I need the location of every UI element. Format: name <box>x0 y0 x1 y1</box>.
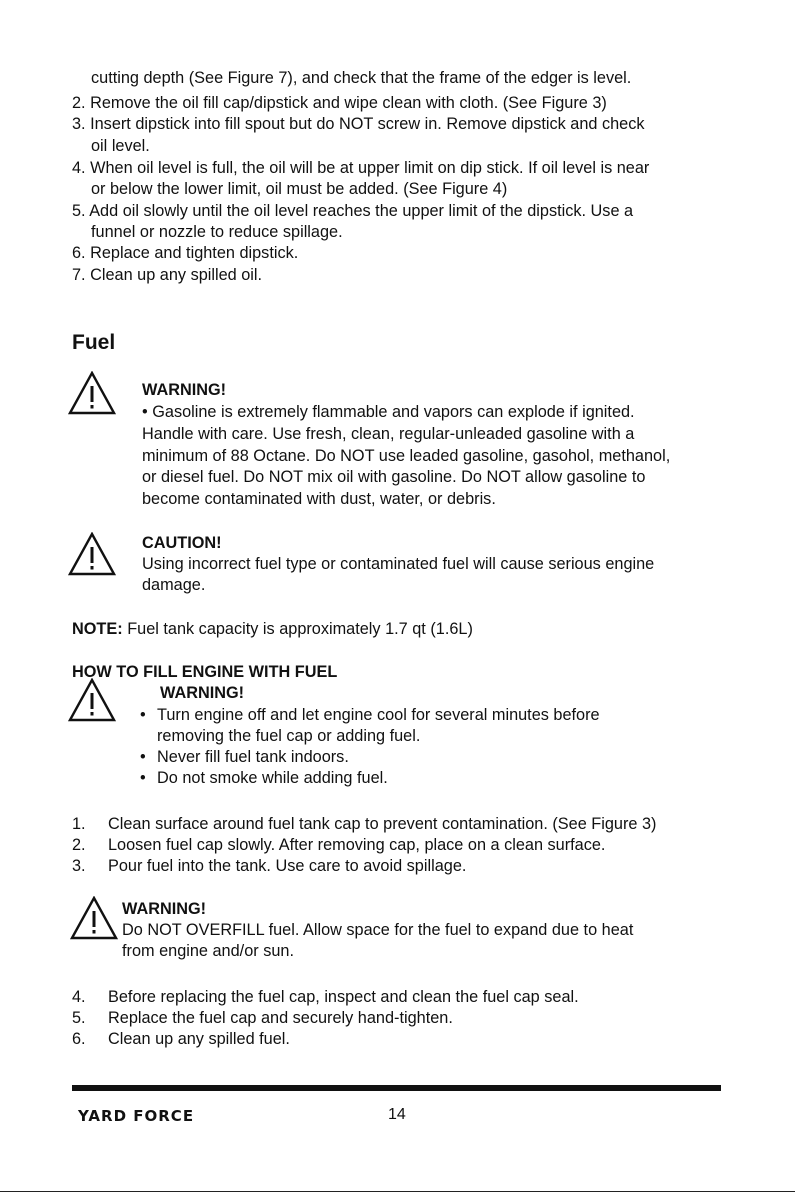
oil-step-6: 6. Replace and tighten dipstick. <box>72 244 299 262</box>
oil-step-1-continued: cutting depth (See Figure 7), and check that the frame of the edger is level. <box>91 69 632 87</box>
caution-line: Using incorrect fuel type or contaminated fuel will cause serious engine <box>142 555 655 573</box>
page-edge <box>0 1191 795 1192</box>
oil-step-3: 3. Insert dipstick into fill spout but do NOT screw in. Remove dipstick and check <box>72 115 645 133</box>
fill-step-number: 6. <box>72 1030 86 1048</box>
warning-line: minimum of 88 Octane. Do NOT use leaded gasoline, gasohol, methanol, <box>142 447 671 465</box>
fill-step-number: 1. <box>72 815 86 833</box>
oil-step-5: 5. Add oil slowly until the oil level reaches the upper limit of the dipstick. Use a <box>72 202 634 220</box>
warning-bullet: • <box>140 769 146 787</box>
oil-step-2: 2. Remove the oil fill cap/dipstick and wipe clean with cloth. (See Figure 3) <box>72 94 607 112</box>
warning-line: Do NOT OVERFILL fuel. Allow space for the fuel to expand due to heat <box>122 921 634 939</box>
oil-step-4: 4. When oil level is full, the oil will be at upper limit on dip stick. If oil level is near <box>72 159 650 177</box>
warning-line: removing the fuel cap or adding fuel. <box>157 727 421 745</box>
note <box>72 619 473 639</box>
warning-line: Turn engine off and let engine cool for several minutes before <box>157 706 600 724</box>
fill-step-text: Before replacing the fuel cap, inspect and clean the fuel cap seal. <box>108 988 579 1006</box>
footer-rule <box>72 1085 721 1091</box>
warning-bullet: • <box>140 748 146 766</box>
warning-line: become contaminated with dust, water, or debris. <box>142 490 496 508</box>
warning-triangle-icon <box>70 896 118 940</box>
caution-title: CAUTION! <box>142 534 222 552</box>
fill-step-number: 4. <box>72 988 86 1006</box>
section-heading-fuel: Fuel <box>72 331 116 354</box>
warning-line: Do not smoke while adding fuel. <box>157 769 388 787</box>
fill-step-number: 5. <box>72 1009 86 1027</box>
fill-step-text: Pour fuel into the tank. Use care to avoid spillage. <box>108 857 467 875</box>
warning-bullet: • <box>140 706 146 724</box>
caution-line: damage. <box>142 576 206 594</box>
warning-line: from engine and/or sun. <box>122 942 294 960</box>
warning-title: WARNING! <box>142 381 227 399</box>
oil-step-5-continued: funnel or nozzle to reduce spillage. <box>91 223 343 241</box>
page-number: 14 <box>388 1106 406 1123</box>
warning-line: • Gasoline is extremely flammable and vapors can explode if ignited. <box>142 403 635 421</box>
caution-triangle-icon <box>68 532 116 576</box>
oil-step-3-continued: oil level. <box>91 137 150 155</box>
section-heading-fill: HOW TO FILL ENGINE WITH FUEL <box>72 663 338 681</box>
warning-triangle-icon <box>68 678 116 722</box>
warning-triangle-icon <box>68 371 116 415</box>
warning-title: WARNING! <box>160 684 245 702</box>
brand-logo: YARD FORCE <box>78 1107 195 1125</box>
fill-step-text: Replace the fuel cap and securely hand-tighten. <box>108 1009 453 1027</box>
fill-step-number: 3. <box>72 857 86 875</box>
note-text: Fuel tank capacity is approximately 1.7 qt (1.6L) <box>127 620 473 638</box>
fill-step-text: Clean up any spilled fuel. <box>108 1030 290 1048</box>
oil-step-4-continued: or below the lower limit, oil must be added. (See Figure 4) <box>91 180 508 198</box>
warning-line: Never fill fuel tank indoors. <box>157 748 349 766</box>
fill-step-number: 2. <box>72 836 86 854</box>
warning-line: or diesel fuel. Do NOT mix oil with gasoline. Do NOT allow gasoline to <box>142 468 646 486</box>
fill-step-text: Loosen fuel cap slowly. After removing cap, place on a clean surface. <box>108 836 606 854</box>
warning-title: WARNING! <box>122 900 207 918</box>
warning-line: Handle with care. Use fresh, clean, regular-unleaded gasoline with a <box>142 425 635 443</box>
fill-step-text: Clean surface around fuel tank cap to prevent contamination. (See Figure 3) <box>108 815 657 833</box>
oil-step-7: 7. Clean up any spilled oil. <box>72 266 263 284</box>
note-label: NOTE: <box>72 620 123 638</box>
